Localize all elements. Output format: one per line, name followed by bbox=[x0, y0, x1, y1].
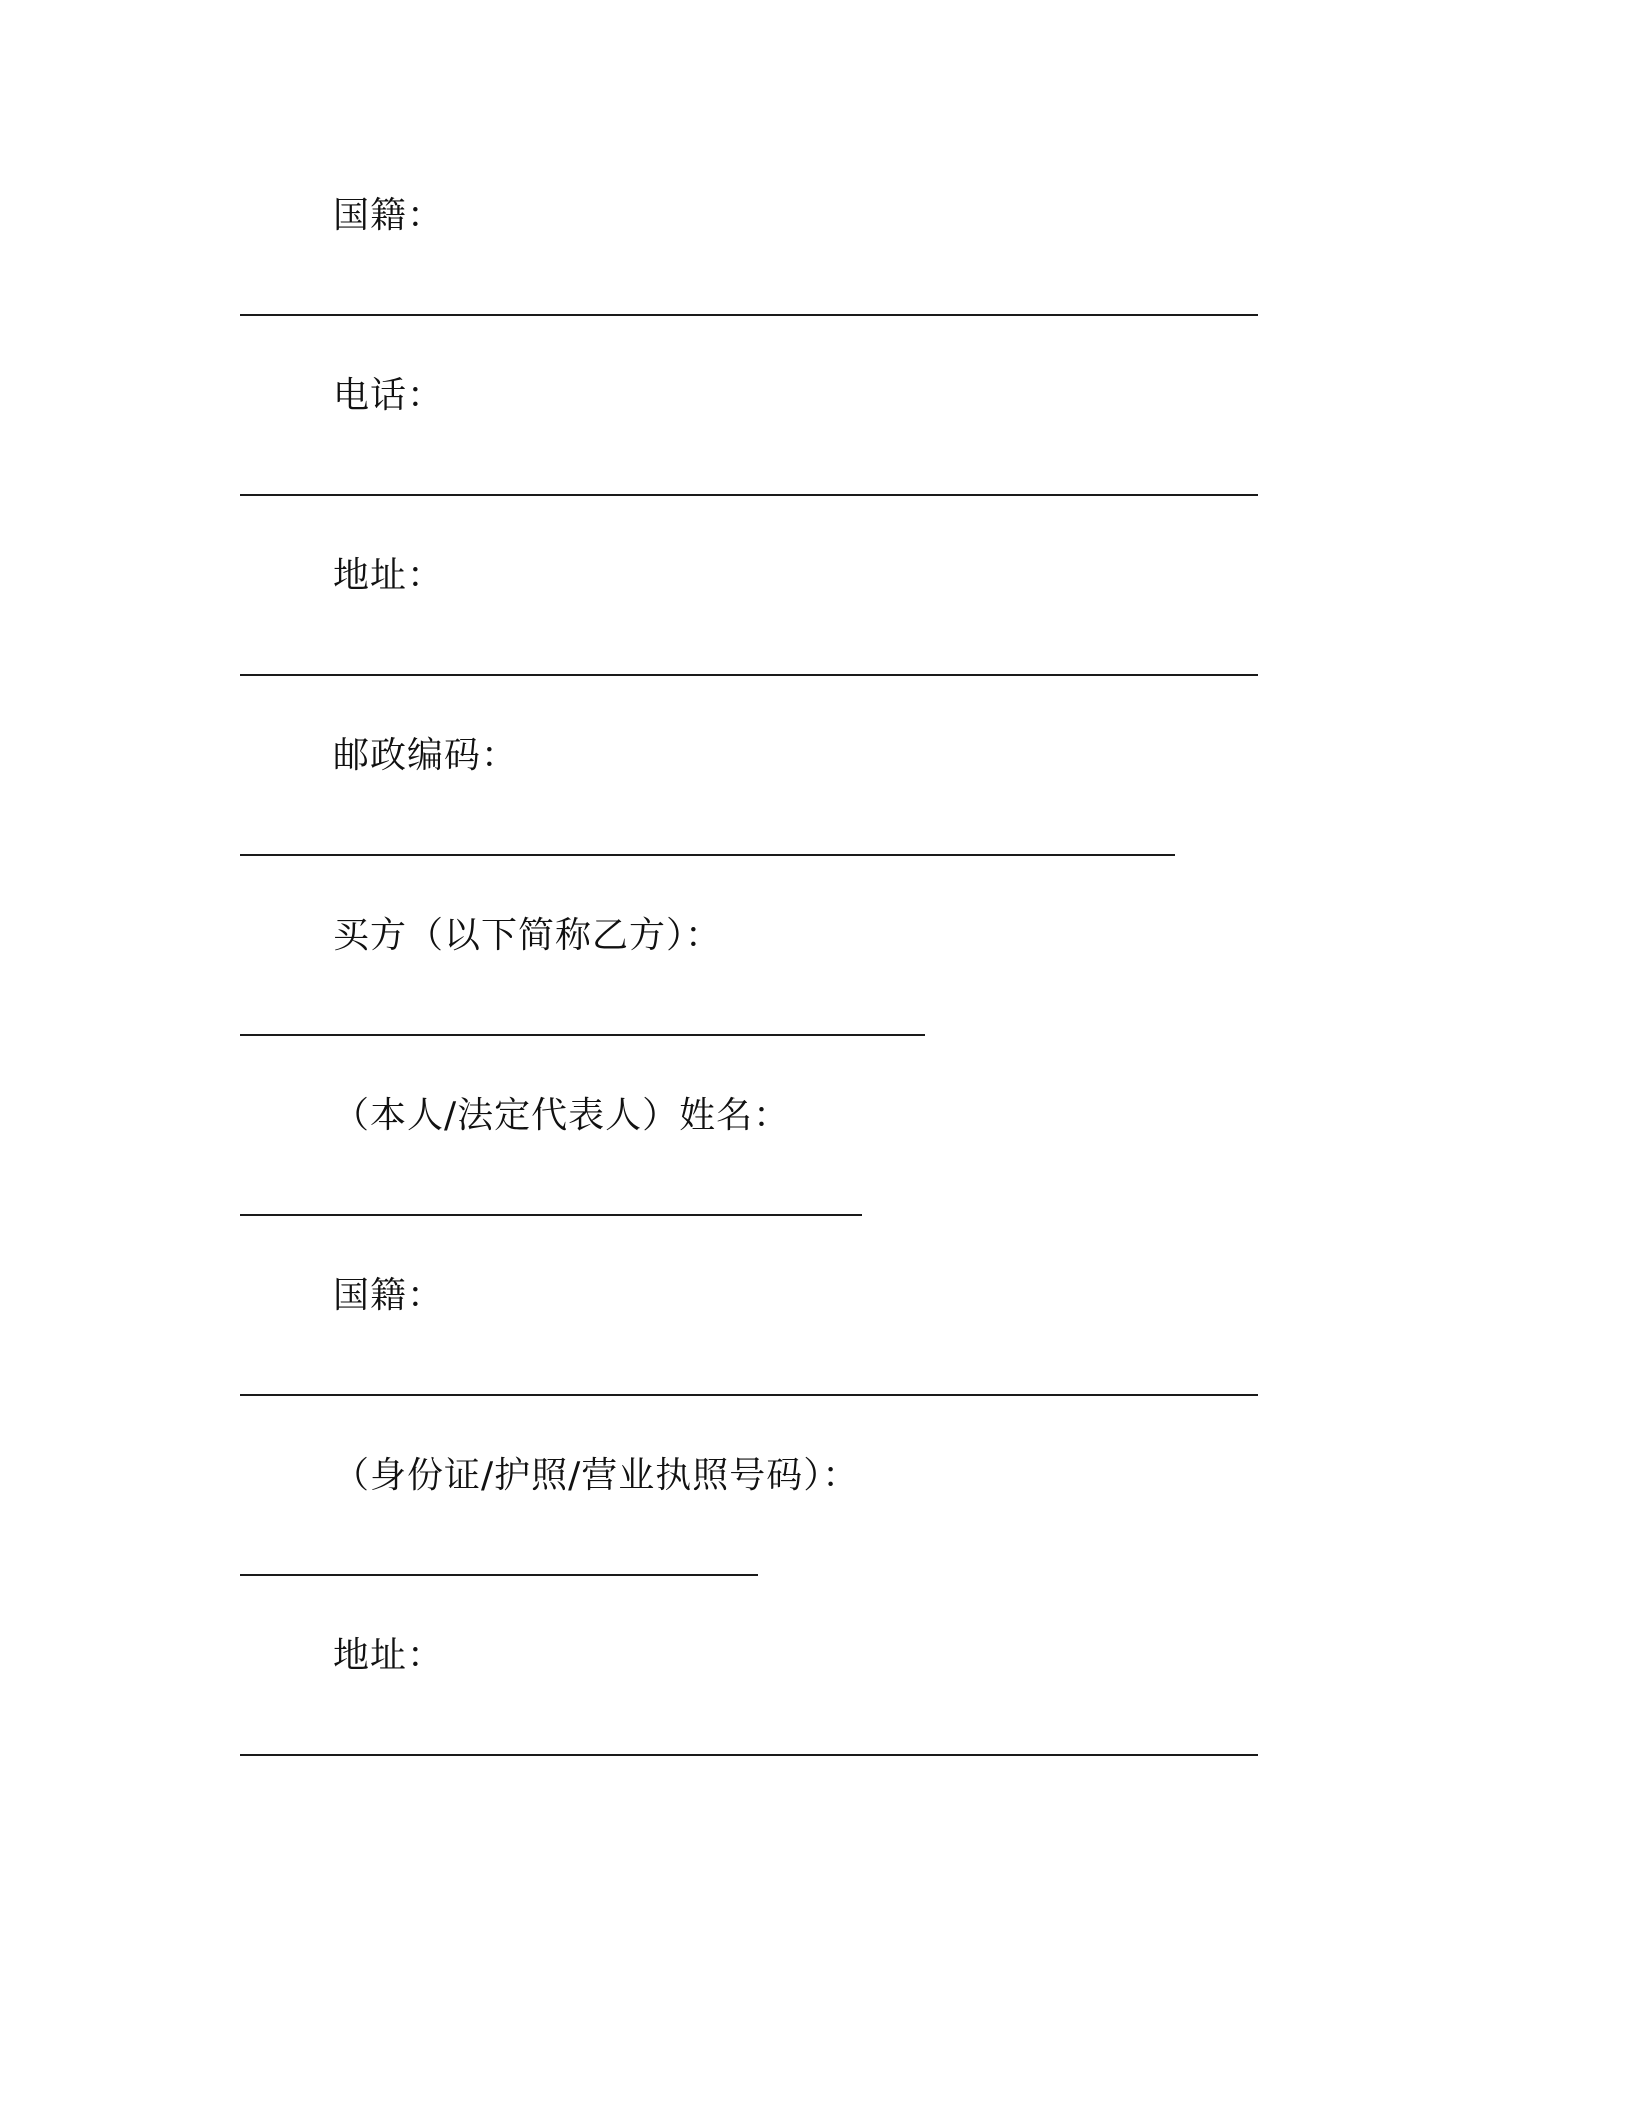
field-label-nationality-1: 国籍： bbox=[333, 195, 445, 236]
fill-line-postal-code bbox=[240, 854, 1175, 856]
field-label-postal-code: 邮政编码： bbox=[333, 735, 519, 776]
field-label-nationality-2: 国籍： bbox=[333, 1275, 445, 1316]
fill-line-phone bbox=[240, 494, 1258, 496]
fill-line-nationality-1 bbox=[240, 314, 1258, 316]
field-label-address-2: 地址： bbox=[333, 1635, 445, 1676]
fill-line-address-2 bbox=[240, 1754, 1258, 1756]
fill-line-buyer bbox=[240, 1034, 925, 1036]
fill-line-nationality-2 bbox=[240, 1394, 1258, 1396]
field-label-buyer: 买方（以下简称乙方）： bbox=[333, 915, 723, 956]
field-label-phone: 电话： bbox=[333, 375, 445, 416]
field-label-id-number: （身份证/护照/营业执照号码）： bbox=[333, 1455, 860, 1496]
fill-line-address-1 bbox=[240, 674, 1258, 676]
fill-line-representative-name bbox=[240, 1214, 862, 1216]
field-label-representative-name: （本人/法定代表人）姓名： bbox=[333, 1095, 791, 1136]
field-label-address-1: 地址： bbox=[333, 555, 445, 596]
fill-line-id-number bbox=[240, 1574, 758, 1576]
